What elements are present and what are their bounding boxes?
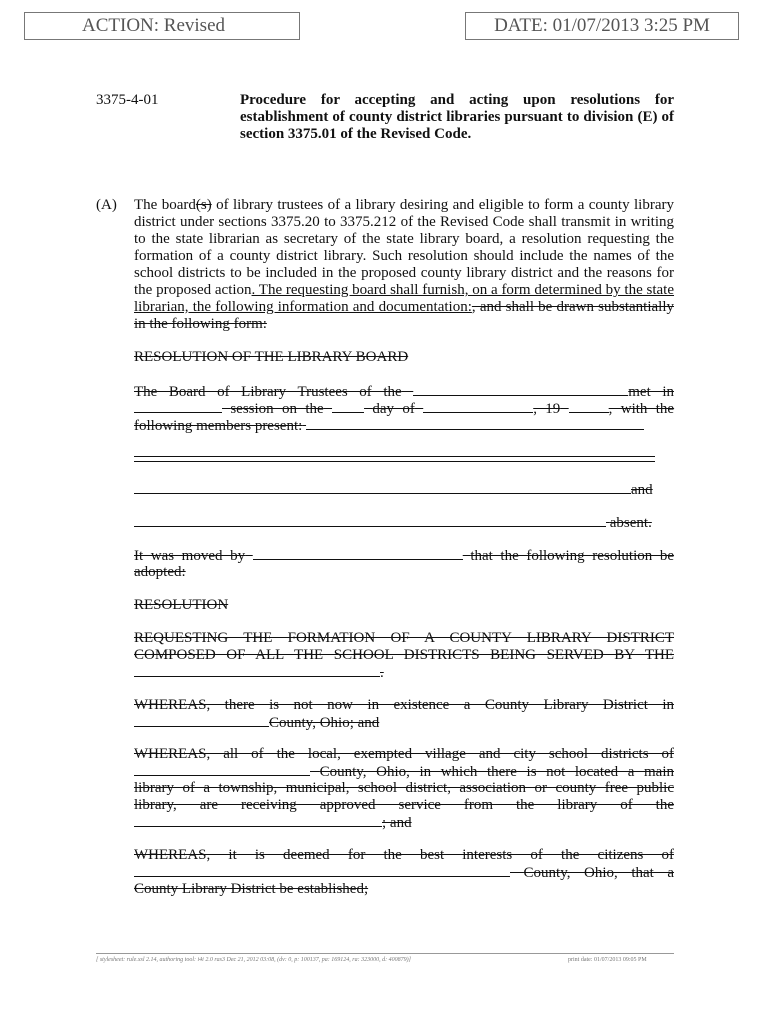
rule-number: 3375-4-01 xyxy=(96,92,159,108)
board-line-2d-text: , with the xyxy=(608,401,675,417)
whereas-1-line-2 xyxy=(134,714,674,732)
board-line-3 xyxy=(134,417,674,435)
resolution-heading: RESOLUTION xyxy=(134,597,229,613)
blank-line xyxy=(423,400,533,413)
board-line-2b-text: day of xyxy=(372,401,415,417)
para-struck-2: , and shall be drawn substantially in the following form: xyxy=(134,299,674,332)
whereas-2-line-5 xyxy=(134,814,674,832)
whereas-3-line-3: County Library District be established; xyxy=(134,881,369,897)
requesting-line-2: COMPOSED OF ALL THE SCHOOL DISTRICTS BEING SERVED BY THE xyxy=(134,647,674,663)
period-text: . xyxy=(380,665,384,681)
blank-line xyxy=(134,461,655,462)
footer-stylesheet-info: [ stylesheet: rule.xsl 2.14, authoring tool: i4i 2.0 ras3 Dec 21, 2012 03:08, (dv: 0, p: 100137, pa: 169124, ra: 323000, d: 400879)] xyxy=(96,957,411,963)
action-box xyxy=(24,12,300,40)
para-text-1: The board xyxy=(134,197,196,213)
rule-title: Procedure for accepting and acting upon resolutions for establishment of county district libraries pursuant to division (E) of section 3375.01 of the Revised Code. xyxy=(240,92,674,142)
whereas-2-county-text: County, Ohio, in which there is not located a main xyxy=(319,764,674,780)
footer-divider xyxy=(96,953,674,954)
whereas-2-line-2 xyxy=(134,763,674,781)
requesting-line-1: REQUESTING THE FORMATION OF A COUNTY LIBRARY DISTRICT xyxy=(134,630,674,646)
blank-line xyxy=(413,383,628,396)
blank-line xyxy=(569,400,609,413)
requesting-line-3 xyxy=(134,664,674,682)
blank-line xyxy=(134,664,380,677)
paragraph-body xyxy=(134,197,674,333)
and-text: and xyxy=(631,482,653,498)
blank-line xyxy=(253,547,463,560)
board-line-1 xyxy=(134,383,674,401)
para-text-2: of library trustees of a library desiring and eligible to form a county library district under sections 3375.20 to 3375.212 of the Revised Code shall transmit in writing to the state librarian as secretary of the state library board, a resolution requesting the formation of a county district library. Such resolution should include the names of the school districts to be included in the proposed county library district and the reasons for the proposed action xyxy=(134,197,674,298)
and-line xyxy=(134,481,674,499)
moved-text-b: that the following resolution be xyxy=(470,548,675,564)
board-line-3-text: following members present: xyxy=(134,418,303,434)
moved-line xyxy=(134,547,674,565)
blank-line xyxy=(134,864,510,877)
blank-line xyxy=(134,763,310,776)
blank-line xyxy=(332,400,364,413)
adopted-line: adopted: xyxy=(134,564,186,580)
board-line-2a-text: session on the xyxy=(230,401,324,417)
board-line-2 xyxy=(134,400,674,418)
whereas-1-county-text: County, Ohio; and xyxy=(269,715,380,731)
blank-line xyxy=(134,456,655,457)
para-struck-1: (s) xyxy=(195,197,212,213)
blank-line xyxy=(134,514,606,527)
board-line-1b-text: met in xyxy=(628,384,674,400)
whereas-2-line-4: library, are receiving approved service from the library of the xyxy=(134,797,674,813)
blank-line xyxy=(134,714,269,727)
date-box xyxy=(465,12,739,40)
paragraph-label: (A) xyxy=(96,197,117,213)
date-label: DATE: 01/07/2013 3:25 PM xyxy=(494,15,710,36)
whereas-2-line-1: WHEREAS, all of the local, exempted village and city school districts of xyxy=(134,746,674,762)
blank-line xyxy=(134,814,382,827)
whereas-2-and-text: ; and xyxy=(382,815,412,831)
blank-line xyxy=(306,417,644,430)
whereas-1-line-1: WHEREAS, there is not now in existence a County Library District in xyxy=(134,697,674,713)
para-inserted-text: . The requesting board shall furnish, on a form determined by the state librarian, the following information and documentation: xyxy=(134,282,675,315)
blank-line xyxy=(134,400,222,413)
action-label: ACTION: Revised xyxy=(82,15,226,36)
whereas-3-line-2 xyxy=(134,864,674,882)
absent-text: absent. xyxy=(609,515,652,531)
board-line-2c-text: , 19 xyxy=(533,401,561,417)
whereas-3-line-1: WHEREAS, it is deemed for the best interests of the citizens of xyxy=(134,847,674,863)
whereas-3-county-text: County, Ohio, that a xyxy=(523,865,675,881)
form-heading: RESOLUTION OF THE LIBRARY BOARD xyxy=(134,349,409,365)
footer-print-date: print date: 01/07/2013 09:05 PM xyxy=(568,957,647,963)
paragraph-a xyxy=(96,197,674,333)
blank-line xyxy=(134,481,631,494)
moved-text-a: It was moved by xyxy=(134,548,246,564)
board-line-1-text: The Board of Library Trustees of the xyxy=(134,384,402,400)
whereas-2-line-3: library of a township, municipal, school district, association or county free public xyxy=(134,780,674,796)
absent-line xyxy=(134,514,674,532)
